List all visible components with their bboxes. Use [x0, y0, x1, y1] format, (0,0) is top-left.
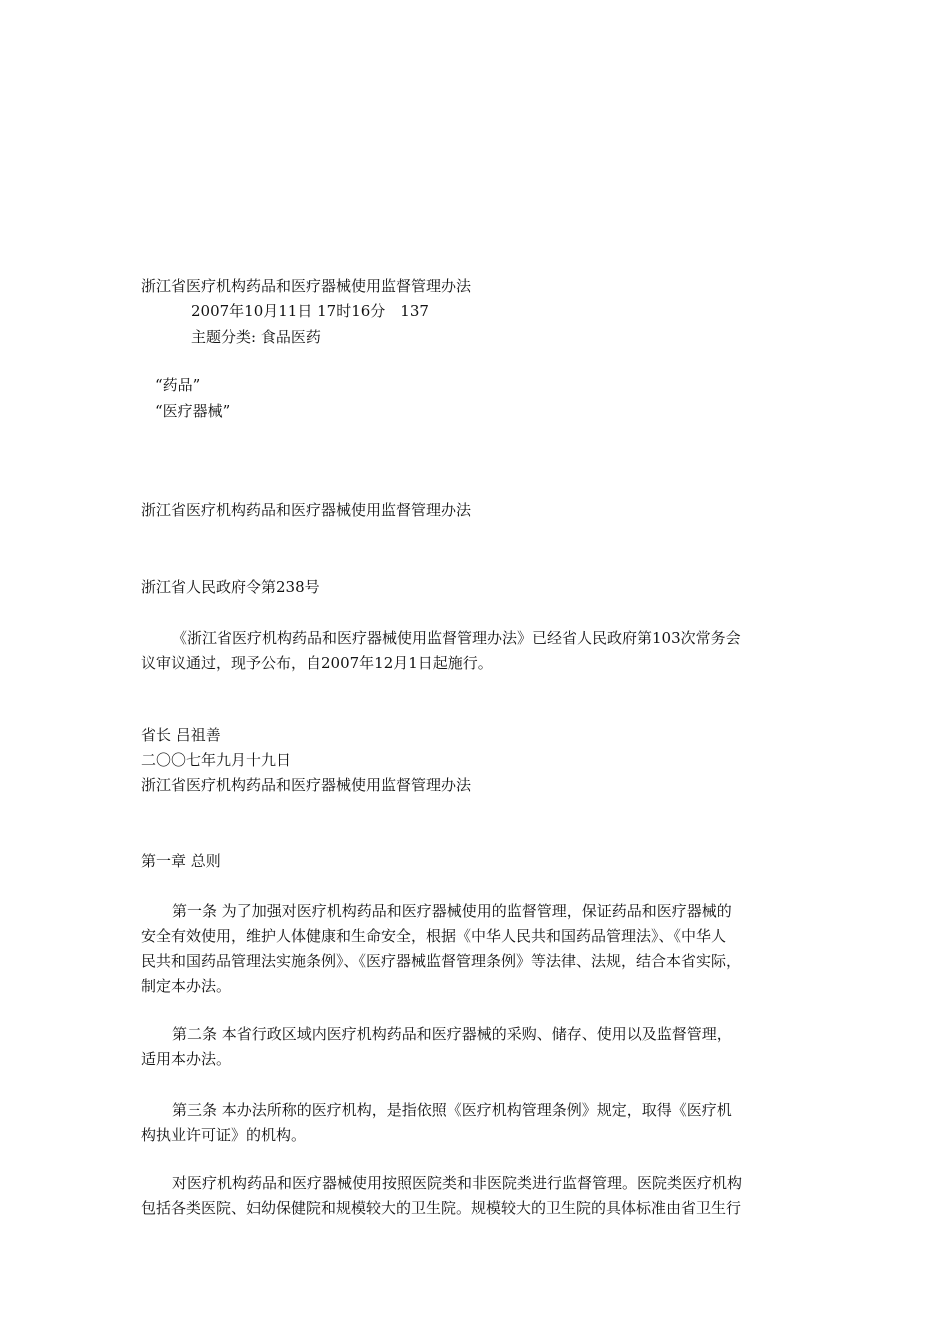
chapter-heading: 第一章 总则	[141, 852, 221, 870]
document-title-repeat: 浙江省医疗机构药品和医疗器械使用监督管理办法	[141, 776, 472, 794]
article-2-line-2: 适用本办法。	[141, 1050, 232, 1068]
announcement-line-1: 《浙江省医疗机构药品和医疗器械使用监督管理办法》已经省人民政府第103次常务会	[172, 629, 741, 647]
header-category: 主题分类: 食品医药	[191, 328, 321, 346]
article-1-line-3: 民共和国药品管理法实施条例》、《医疗器械监督管理条例》等法律、法规，结合本省实际，	[141, 952, 742, 970]
definition-term-devices: “医疗器械”	[155, 402, 231, 420]
signatory: 省长 吕祖善	[141, 726, 221, 744]
article-1-line-1: 第一条 为了加强对医疗机构药品和医疗器械使用的监督管理，保证药品和医疗器械的	[172, 902, 732, 920]
header-title: 浙江省医疗机构药品和医疗器械使用监督管理办法	[141, 277, 472, 295]
government-order-number: 浙江省人民政府令第238号	[141, 578, 320, 596]
document-title: 浙江省医疗机构药品和医疗器械使用监督管理办法	[141, 501, 472, 519]
header-date-meta: 2007年10月11日 17时16分 137	[191, 302, 429, 320]
paragraph-4-line-2: 包括各类医院、妇幼保健院和规模较大的卫生院。规模较大的卫生院的具体标准由省卫生行	[141, 1199, 742, 1217]
announcement-line-2: 议审议通过，现予公布，自2007年12月1日起施行。	[141, 654, 493, 672]
definition-term-drugs: “药品”	[155, 376, 201, 394]
article-1-line-4: 制定本办法。	[141, 977, 232, 995]
sign-date: 二〇〇七年九月十九日	[141, 751, 292, 769]
article-2-line-1: 第二条 本省行政区域内医疗机构药品和医疗器械的采购、储存、使用以及监督管理，	[172, 1025, 732, 1043]
article-3-line-1: 第三条 本办法所称的医疗机构，是指依照《医疗机构管理条例》规定，取得《医疗机	[172, 1101, 732, 1119]
paragraph-4-line-1: 对医疗机构药品和医疗器械使用按照医院类和非医院类进行监督管理。医院类医疗机构	[172, 1174, 743, 1192]
article-3-line-2: 构执业许可证》的机构。	[141, 1126, 307, 1144]
article-1-line-2: 安全有效使用，维护人体健康和生命安全，根据《中华人民共和国药品管理法》、《中华人	[141, 927, 727, 945]
